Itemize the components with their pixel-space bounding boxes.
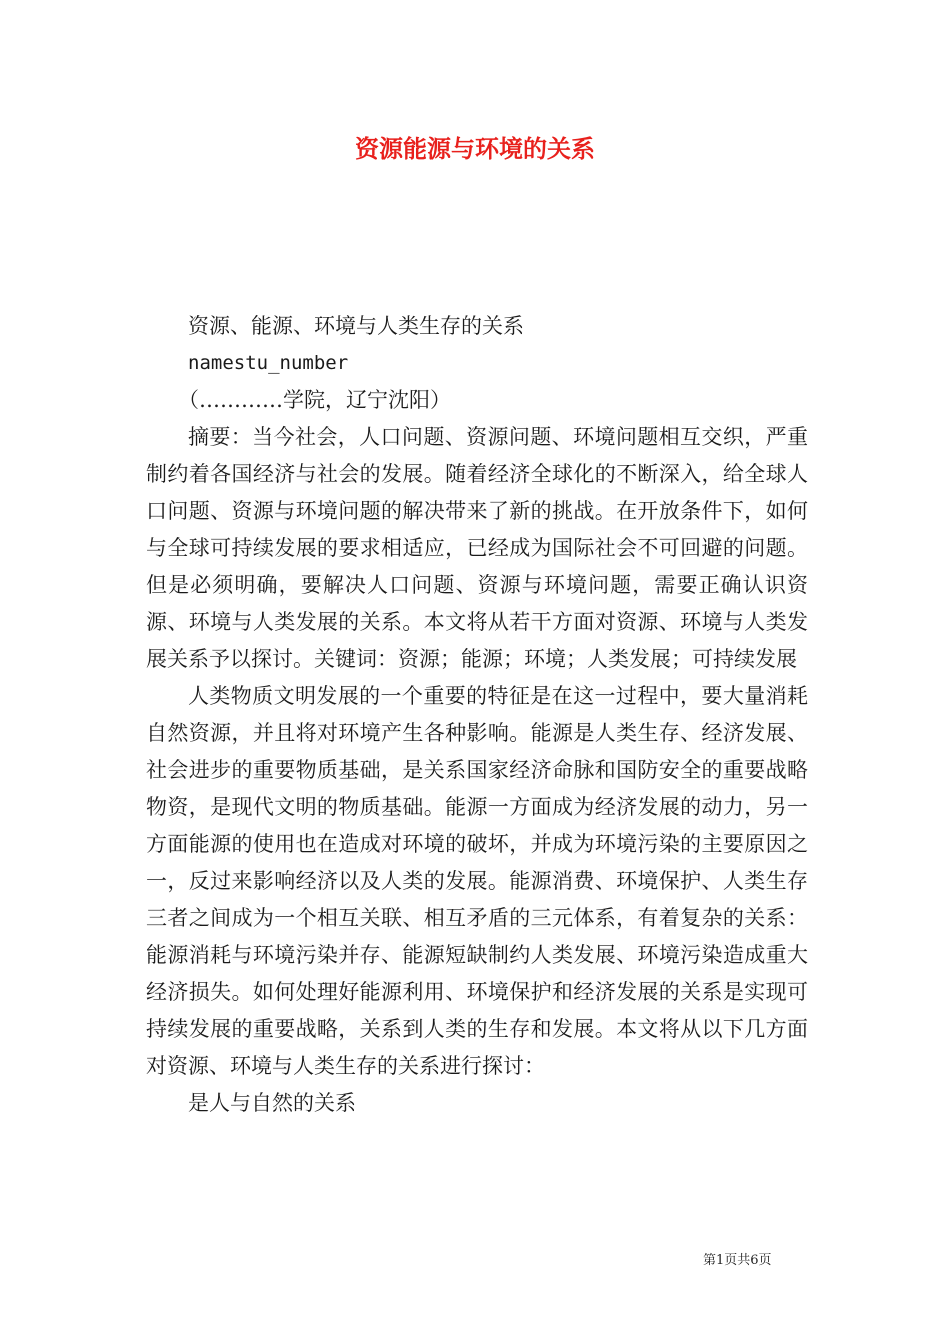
- section-heading: 是人与自然的关系: [188, 1091, 356, 1115]
- subtitle: 资源、能源、环境与人类生存的关系: [188, 314, 524, 338]
- abstract-paragraph: 摘要：当今社会，人口问题、资源问题、环境问题相互交织，严重制约着各国经济与社会的发展。随着经济全球化的不断深入，给全球人口问题、资源与环境问题的解决带来了新的挑战。在开放条件下，如何与全球可持续发展的要求相适应，已经成为国际社会不可回避的问题。但是必须明确，要解决人口问题、资源与环境问题，需要正确认识资源、环境与人类发展的关系。本文将从若干方面对资源、环境与人类发展关系予以探讨。关键词：资源；能源；环境；人类发展；可持续发展: [146, 425, 808, 671]
- page-number: 第1页共6页: [703, 1253, 772, 1268]
- document-body: [146, 308, 808, 1122]
- author-line: namestu_number: [188, 352, 349, 374]
- affiliation: （…………学院，辽宁沈阳）: [178, 388, 451, 412]
- body-paragraph: 人类物质文明发展的一个重要的特征是在这一过程中，要大量消耗自然资源，并且将对环境产生各种影响。能源是人类生存、经济发展、社会进步的重要物质基础，是关系国家经济命脉和国防安全的重要战略物资，是现代文明的物质基础。能源一方面成为经济发展的动力，另一方面能源的使用也在造成对环境的破坏，并成为环境污染的主要原因之一，反过来影响经济以及人类的发展。能源消费、环境保护、人类生存三者之间成为一个相互关联、相互矛盾的三元体系，有着复杂的关系：能源消耗与环境污染并存、能源短缺制约人类发展、环境污染造成重大经济损失。如何处理好能源利用、环境保护和经济发展的关系是实现可持续发展的重要战略，关系到人类的生存和发展。本文将从以下几方面对资源、环境与人类生存的关系进行探讨：: [146, 684, 808, 1078]
- page-title: 资源能源与环境的关系: [355, 134, 595, 163]
